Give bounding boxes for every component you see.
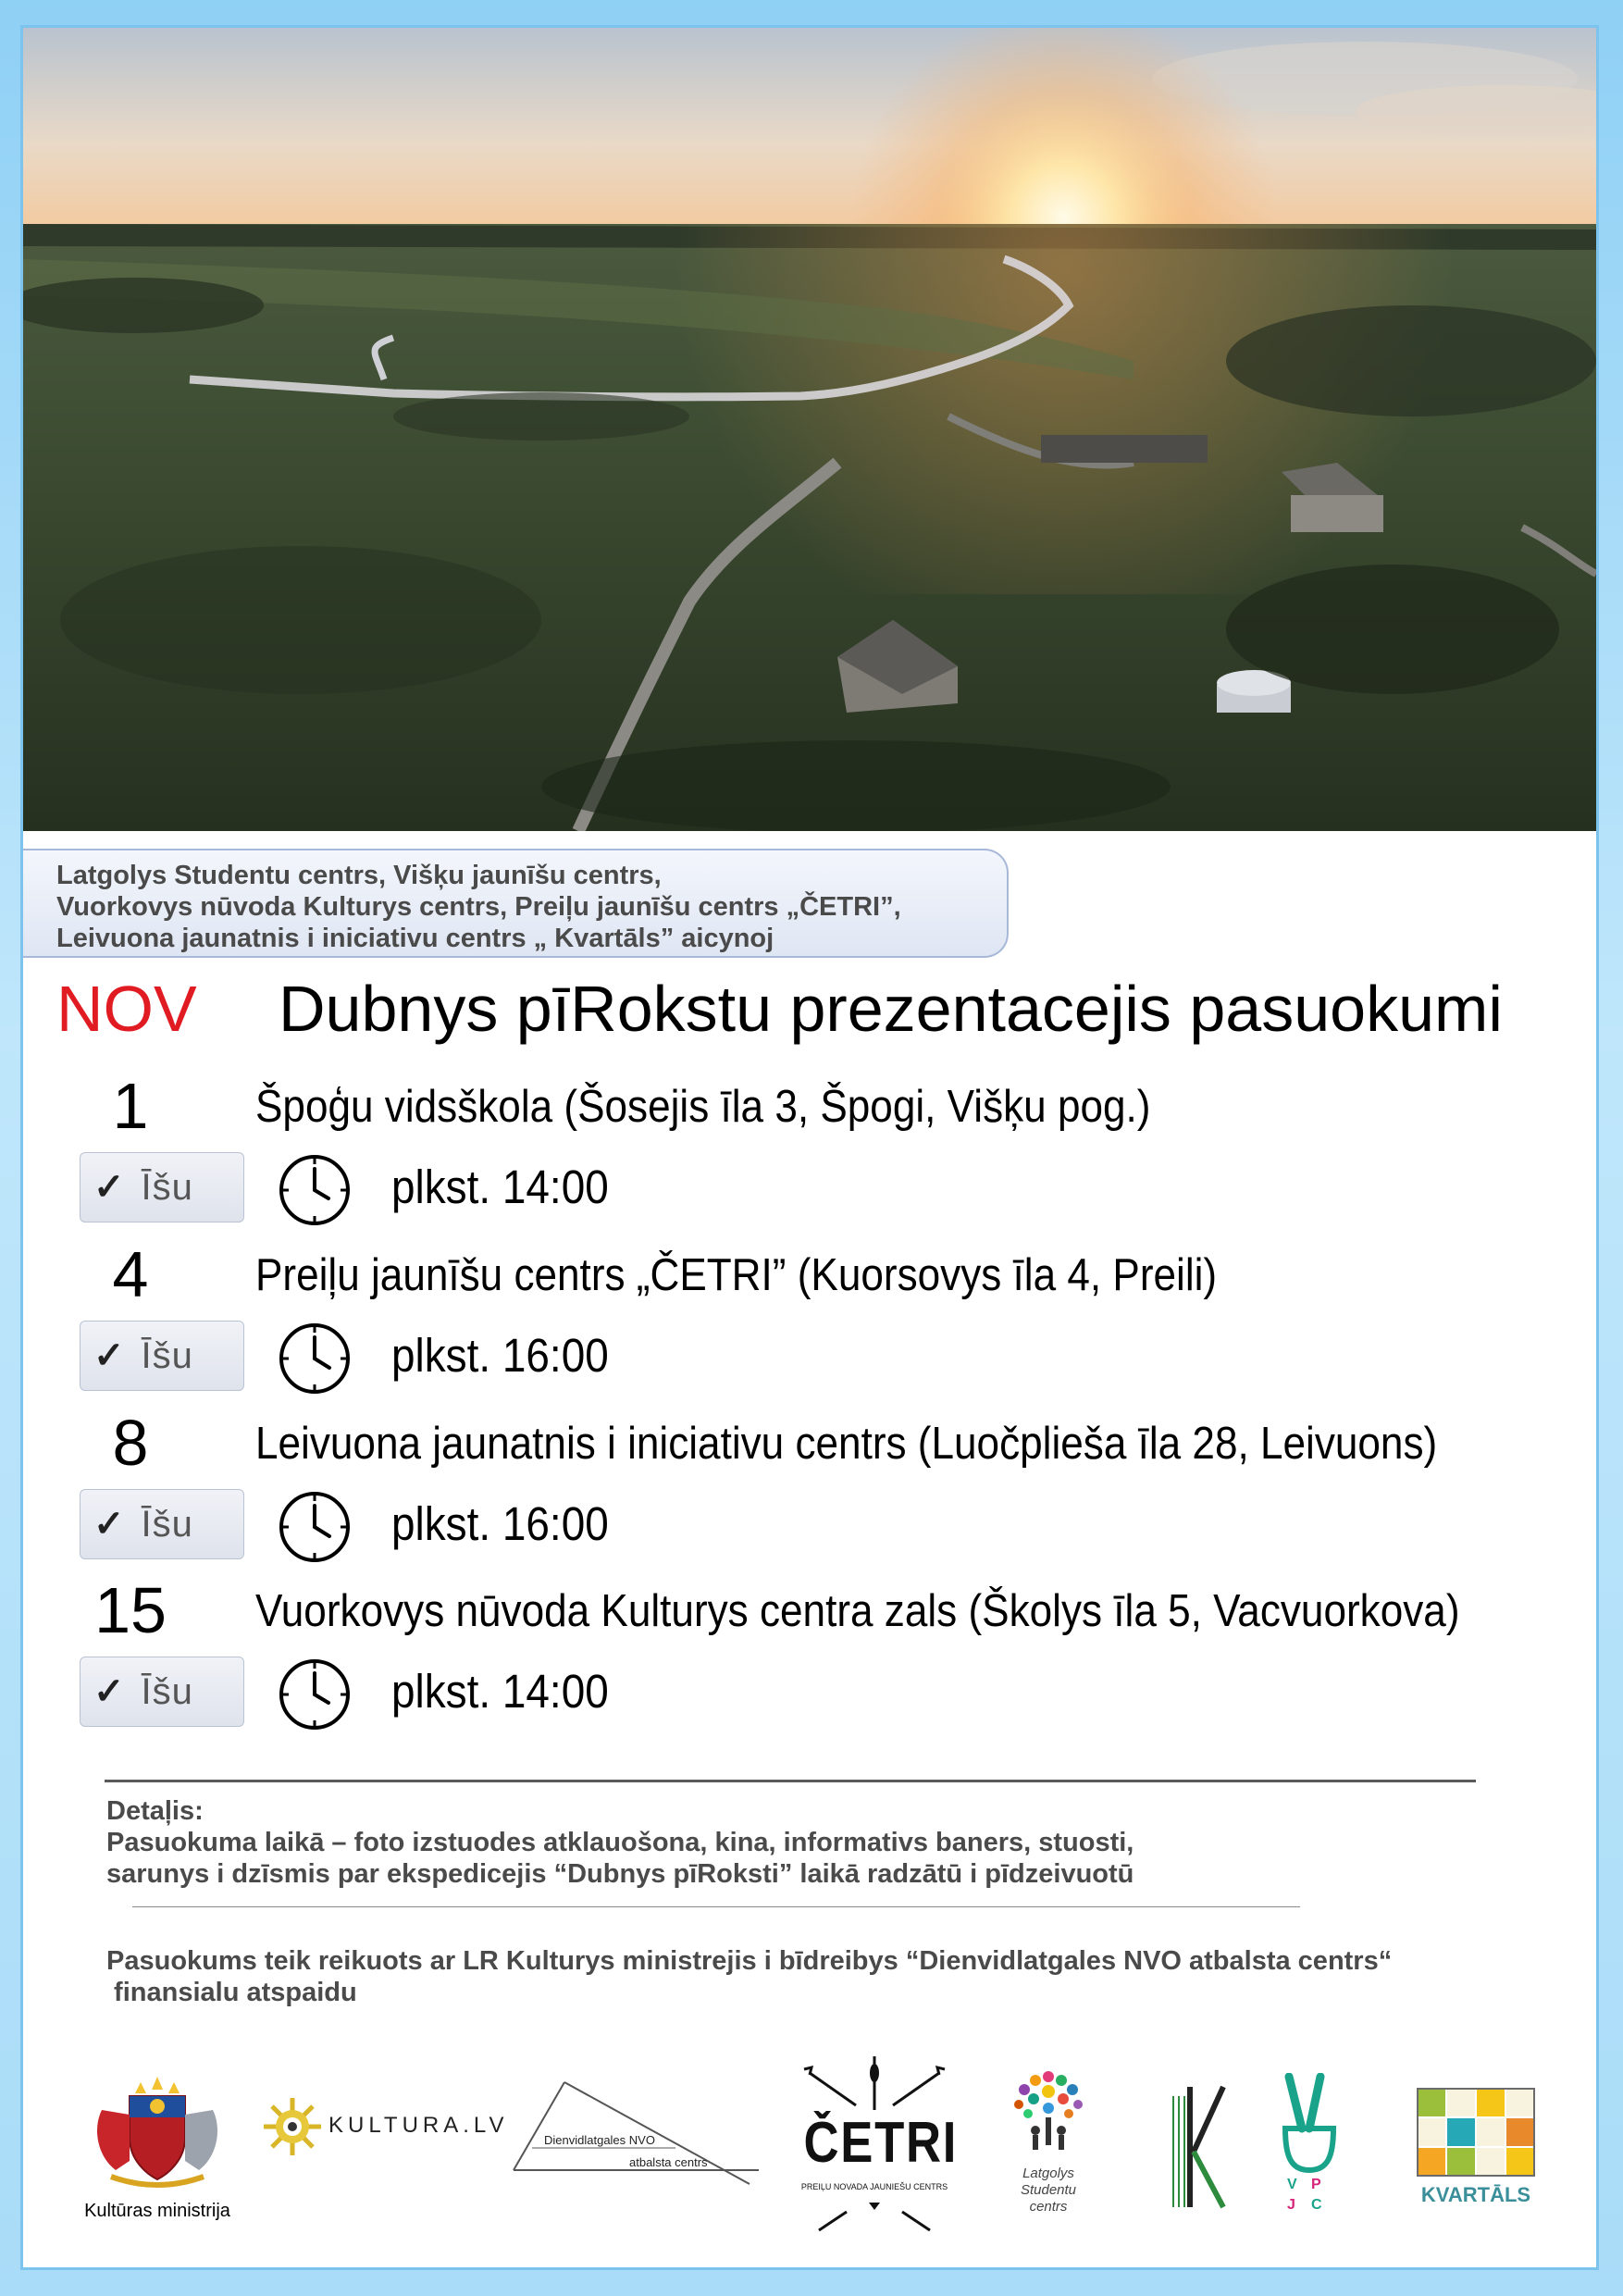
sun-icon: [262, 2096, 323, 2157]
clock-icon: [277, 1489, 353, 1565]
event-time: plkst. 14:00: [391, 1665, 609, 1718]
going-button-label: Īšu: [141, 1504, 193, 1545]
organizers-box: [23, 849, 1009, 958]
event-time: plkst. 16:00: [391, 1329, 609, 1382]
latgolys-studentu-centrs-logo: [1002, 2066, 1095, 2232]
clock-icon: [277, 1152, 353, 1228]
kvartals-grid-icon: [1416, 2087, 1536, 2179]
details-line-1: Pasuokuma laikā – foto izstuodes atklauošona, kina, informativs baners, stuosti,: [106, 1828, 1134, 1857]
vpjc-logo: [1272, 2073, 1346, 2221]
funding-line-1: Pasuokums teik reikuots ar LR Kulturys ministrejis i bīdreibys “Dienvidlatgales NVO atbalsta centrs“: [106, 1946, 1393, 1976]
event-time: plkst. 14:00: [391, 1160, 609, 1213]
divider: [105, 1780, 1476, 1782]
funding-note: [106, 1945, 1392, 2008]
going-button[interactable]: [80, 1321, 244, 1391]
vpjc-letter-p: P: [1311, 2177, 1321, 2192]
going-button-label: Īšu: [141, 1335, 193, 1376]
details-heading: Detaļis:: [106, 1796, 204, 1826]
event-location: Preiļu jaunīšu centrs „ČETRI” (Kuorsovys īla 4, Preili): [255, 1250, 1218, 1300]
month-label: NOV: [56, 973, 197, 1045]
going-button[interactable]: [80, 1657, 244, 1727]
tree-icon: [1002, 2066, 1095, 2158]
coat-of-arms-icon: [74, 2073, 241, 2193]
lsc-logo-line-2: Studentu: [1020, 2182, 1077, 2198]
vpjc-letter-j: J: [1287, 2197, 1295, 2213]
event-date: 8: [112, 1407, 149, 1479]
kvartals-logo: [1411, 2087, 1541, 2216]
going-button[interactable]: [80, 1489, 244, 1559]
event-time: plkst. 16:00: [391, 1497, 609, 1550]
organizers-line-3: Leivuona jaunatnis i iniciativu centrs „ Kvartāls” aicynoj: [56, 924, 774, 953]
ministry-logo: [74, 2073, 241, 2230]
clock-icon: [277, 1657, 353, 1732]
event-location: Vuorkovys nūvoda Kulturys centra zals (Školys īla 5, Vacvuorkova): [255, 1586, 1460, 1636]
event-date: 15: [94, 1574, 167, 1646]
cetri-logo-label: ČETRI: [803, 2111, 959, 2175]
event-item: [56, 1573, 1583, 1740]
kultura-logo: [262, 2096, 509, 2170]
clock-icon: [277, 1321, 353, 1396]
event-item: [56, 1069, 1583, 1235]
lsc-logo-line-3: centrs: [1029, 2199, 1068, 2215]
cetri-logo: [791, 2054, 958, 2240]
kultura-logo-label: KULTURA.LV: [328, 2113, 509, 2138]
nvo-center-logo: [509, 2078, 763, 2189]
cetri-logo-subtitle: PREIĻU NOVADA JAUNIEŠU CENTRS: [800, 2182, 948, 2191]
divider: [132, 1906, 1300, 1907]
checkmark-icon: ✓: [93, 1167, 125, 1208]
details-line-2: sarunys i dzīsmis par ekspedicejis “Dubnys pīRoksti” laikā radzātū i pīdzeivuotū: [106, 1859, 1134, 1889]
nvo-logo-line-2: atbalsta centrs: [629, 2155, 708, 2169]
event-item: [56, 1406, 1583, 1572]
vpjc-letter-v: V: [1287, 2177, 1297, 2192]
checkmark-icon: ✓: [93, 1335, 125, 1376]
nvo-logo-line-1: Dienvidlatgales NVO: [544, 2133, 655, 2147]
organizers-line-1: Latgolys Studentu centrs, Višķu jaunīšu centrs,: [56, 861, 662, 890]
kvartals-logo-label: KVARTĀLS: [1420, 2183, 1531, 2206]
peace-hand-icon: [1272, 2073, 1346, 2175]
checkmark-icon: ✓: [93, 1671, 125, 1712]
lsc-logo-line-1: Latgolys: [1022, 2166, 1074, 2181]
organizers-line-2: Vuorkovys nūvoda Kulturys centrs, Preiļu jaunīšu centrs „ČETRI”,: [56, 892, 901, 922]
event-location: Leivuona jaunatnis i iniciativu centrs (Luočplieša īla 28, Leivuons): [255, 1419, 1438, 1469]
poster: [23, 28, 1596, 2267]
checkmark-icon: ✓: [93, 1504, 125, 1545]
visku-jauniesu-centrs-logo: [1166, 2078, 1231, 2216]
event-date: 1: [112, 1070, 149, 1142]
ministry-logo-label: Kultūras ministrija: [84, 2201, 230, 2221]
landscape-photo: [23, 28, 1596, 831]
going-button-label: Īšu: [141, 1671, 193, 1712]
arrows-bottom-icon: [791, 2193, 958, 2240]
page-title: Dubnys pīRokstu prezentacejis pasuokumi: [279, 973, 1503, 1045]
event-location: Špoģu vidsškola (Šosejis īla 3, Špogi, Višķu pog.): [255, 1082, 1151, 1132]
details-section: [106, 1795, 1134, 1890]
title-row: [56, 972, 1592, 1046]
event-item: [56, 1237, 1583, 1404]
k-letter-icon: [1166, 2078, 1231, 2216]
going-button-label: Īšu: [141, 1167, 193, 1208]
vpjc-letter-c: C: [1311, 2197, 1322, 2213]
sponsor-logos: [23, 2054, 1596, 2267]
going-button[interactable]: [80, 1152, 244, 1222]
funding-line-2: finansialu atspaidu: [106, 1978, 357, 2007]
event-date: 4: [112, 1238, 149, 1310]
